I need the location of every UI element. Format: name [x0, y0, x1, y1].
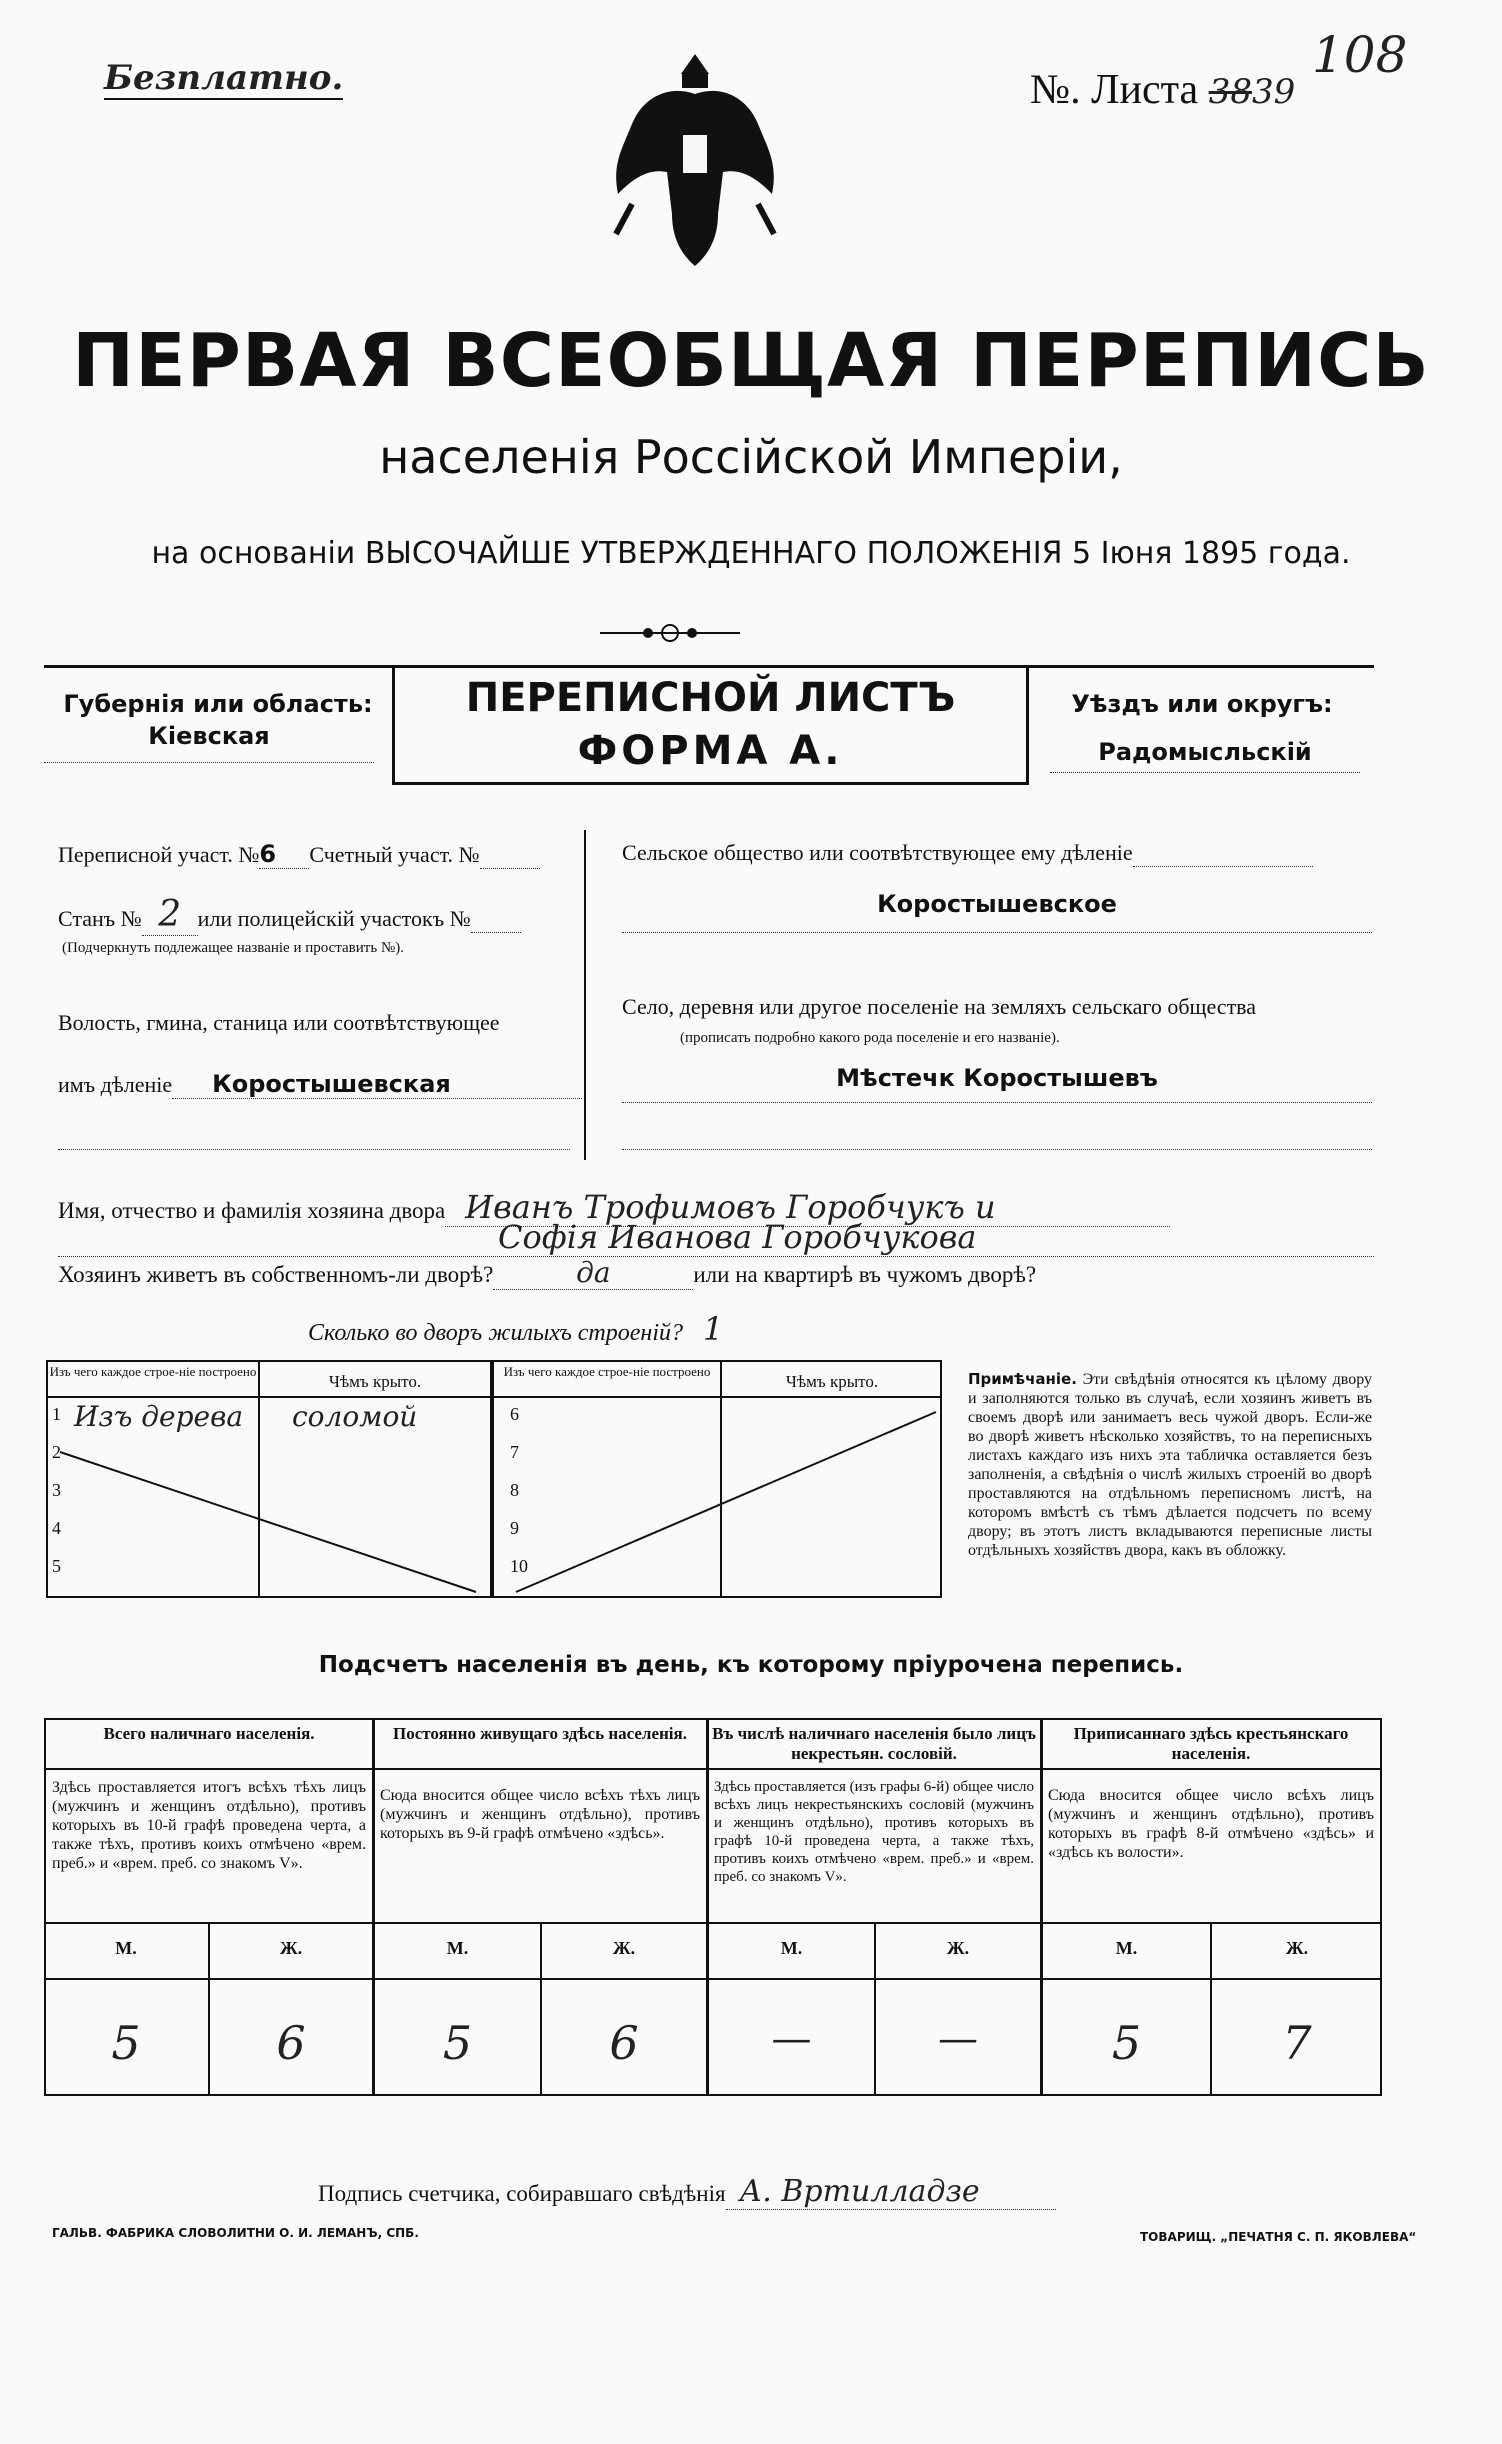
pop-col-3-f-label: Ж. — [946, 1938, 970, 1958]
pop-col-4-f-value: 7 — [1282, 2016, 1312, 2070]
volost-value: Коростышевская — [172, 1070, 582, 1099]
volost-extra-line — [58, 1130, 570, 1150]
pop-col-1-f-label: Ж. — [279, 1938, 303, 1958]
other-yard-label: или на квартирѣ въ чужомъ дворѣ? — [693, 1262, 1037, 1287]
pop-col-4-desc: Сюда вносится общее число всѣхъ лицъ (мужчинъ и женщинъ отдѣльно), противъ которыхъ въ графѣ 8-й отмѣчено «здѣсь» и «здѣсь къ волости». — [1048, 1787, 1374, 1861]
row-number: 5 — [52, 1556, 61, 1576]
buildings-row — [308, 1310, 723, 1348]
volost-row — [58, 1070, 582, 1099]
sheet-number-label: №. Листа — [1030, 67, 1199, 113]
strike-lines — [46, 1360, 942, 1598]
pop-col-2-m-label: М. — [446, 1938, 469, 1958]
buildings-value: 1 — [703, 1310, 724, 1348]
population-title: Подсчетъ населенія въ день, къ которому пріурочена перепись. — [318, 1652, 1184, 1678]
owner-name-value-2: Софія Иванова Горобчукова — [58, 1218, 1374, 1257]
district-value: Радомысльскій — [1050, 738, 1360, 773]
pop-mf-line — [44, 1978, 1382, 1980]
buildings-col-roof-left: Чѣмъ крыто. — [328, 1372, 422, 1391]
own-yard-label: Хозяинъ живетъ въ собственномъ-ли дворѣ? — [58, 1262, 494, 1287]
form-title: ПЕРЕПИСНОЙ ЛИСТЪ — [465, 675, 956, 721]
pop-col-3-head: Въ числѣ наличнаго населенія было лицъ некрестьян. сословій. — [712, 1724, 1036, 1763]
block-divider — [584, 830, 586, 1160]
pop-col-4-f-label: Ж. — [1285, 1938, 1309, 1958]
signature-label: Подпись счетчика, собиравшаго свѣдѣнія — [318, 2181, 726, 2206]
volost-label: Волость, гмина, станица или соотвѣтствующее — [58, 1010, 500, 1035]
pop-col-2-head: Постоянно живущаго здѣсь населенія. — [393, 1724, 687, 1743]
row-number: 9 — [510, 1518, 519, 1538]
society-row — [622, 840, 1313, 867]
pop-col-3-f-value: — — [938, 2016, 978, 2062]
row-number: 8 — [510, 1480, 519, 1500]
census-section-value: 6 — [259, 840, 309, 869]
pop-col-1-f-value: 6 — [276, 2016, 306, 2070]
pop-col-2-f-value: 6 — [609, 2016, 639, 2070]
buildings-col-material-left: Изъ чего каждое строе-ніе построено — [49, 1364, 257, 1379]
page-subtitle: населенія Россійской Имперіи, — [379, 430, 1123, 484]
police-label: или полицейскій участокъ № — [197, 906, 471, 931]
district-label: Уѣздъ или округъ: — [1071, 690, 1333, 718]
buildings-col-roof-right: Чѣмъ крыто. — [785, 1372, 879, 1391]
society-line — [1133, 840, 1313, 867]
row-number: 2 — [52, 1442, 61, 1462]
province-value: Кіевская — [44, 722, 374, 763]
pop-col-4-m-value: 5 — [1111, 2016, 1142, 2070]
yard-row — [58, 1256, 1036, 1290]
stan-row — [58, 894, 521, 936]
pop-col-3-m-label: М. — [780, 1938, 803, 1958]
signature-row — [318, 2174, 1056, 2210]
village-value: Мѣстечк Коростышевъ — [622, 1064, 1372, 1103]
row-number: 1 — [52, 1404, 61, 1424]
page-number-handwritten: 108 — [1312, 26, 1408, 84]
owner-name-value-1: Иванъ Трофимовъ Горобчукъ и — [445, 1188, 1170, 1227]
free-label: Безплатно. — [104, 58, 344, 98]
page-title: ПЕРВАЯ ВСЕОБЩАЯ ПЕРЕПИСЬ — [72, 318, 1430, 404]
census-section-row — [58, 840, 540, 869]
owner-name-label: Имя, отчество и фамилія хозяина двора — [58, 1198, 446, 1223]
sheet-number — [1030, 66, 1295, 114]
society-value: Коростышевское — [622, 890, 1372, 933]
printer-left: ГАЛЬВ. ФАБРИКА СЛОВОЛИТНИ О. И. ЛЕМАНЪ, СПБ. — [52, 2226, 419, 2240]
pop-col-1-desc: Здѣсь проставляется итогъ всѣхъ тѣхъ лицъ (мужчинъ и женщинъ отдѣльно), противъ которыхъ въ 10-й графѣ проведена черта, а также тѣхъ, противъ коихъ отмѣчено «врем. преб.» и «врем. преб. со знакомъ V». — [52, 1779, 366, 1872]
underline-note: (Подчеркнуть подлежащее названіе и проставить №). — [62, 940, 404, 956]
province-label: Губернія или область: — [63, 690, 373, 718]
double-headed-eagle-icon — [612, 54, 778, 274]
buildings-col-material-right: Изъ чего каждое строе-ніе построено — [503, 1364, 711, 1379]
pop-col-3-m-value: — — [771, 2016, 812, 2062]
row-material: Изъ дерева — [74, 1400, 244, 1433]
census-section-label: Переписной участ. № — [58, 842, 260, 867]
pop-col-1-m-value: 5 — [111, 2016, 141, 2070]
pop-head-line — [44, 1768, 1382, 1770]
pop-desc-line — [44, 1922, 1382, 1924]
remark — [968, 1370, 1372, 1560]
row-number: 4 — [52, 1518, 61, 1538]
signature-value: А. Вртилладзе — [726, 2174, 1056, 2210]
village-label: Село, деревня или другое поселеніе на земляхъ сельскаго общества — [622, 994, 1257, 1019]
pop-col-2-f-label: Ж. — [612, 1938, 636, 1958]
village-extra-line — [622, 1130, 1372, 1150]
sheet-number-value: 39 — [1251, 72, 1296, 112]
village-note: (прописать подробно какого рода поселеніе и его названіе). — [680, 1030, 1060, 1046]
form-subtitle: ФОРМА А. — [577, 728, 844, 774]
row-number: 6 — [510, 1404, 519, 1424]
row-number: 10 — [510, 1556, 528, 1576]
sheet-number-crossed: 38 — [1208, 72, 1252, 112]
header-band-bottom — [392, 782, 1029, 785]
printer-right: ТОВАРИЩ. „ПЕЧАТНЯ С. П. ЯКОВЛЕВА“ — [1140, 2230, 1417, 2244]
pop-col-1-m-label: М. — [115, 1938, 137, 1958]
ornament — [600, 620, 740, 646]
header-band-top — [44, 665, 1374, 668]
remark-title: Примѣчаніе. — [968, 1370, 1077, 1388]
own-yard-value: да — [493, 1256, 693, 1290]
count-section-label: Счетный участ. № — [309, 842, 480, 867]
row-number: 3 — [52, 1480, 61, 1500]
pop-col-4-head: Приписаннаго здѣсь крестьянскаго населенія. — [1073, 1724, 1349, 1763]
buildings-label: Сколько во дворъ жилыхъ строеній? — [308, 1320, 683, 1346]
pop-col-1-head: Всего наличнаго населенія. — [103, 1724, 315, 1743]
society-label: Сельское общество или соотвѣтствующее ему дѣленіе — [622, 840, 1133, 865]
row-roof: соломой — [292, 1400, 418, 1433]
police-value — [471, 906, 521, 933]
row-number: 7 — [510, 1442, 519, 1462]
pop-col-3-desc: Здѣсь проставляется (изъ графы 6-й) общее число всѣхъ лицъ некрестьянскихъ сословій (мужчинъ и женщинъ отдѣльно), противъ которыхъ въ графѣ 10-й проведена черта, а также тѣхъ, противъ коихъ отмѣчено «врем. преб.» и «врем. преб. со знакомъ V». — [714, 1779, 1034, 1885]
volost-label-2: имъ дѣленіе — [58, 1072, 173, 1097]
basis-line: на основаніи ВЫСОЧАЙШЕ УТВЕРЖДЕННАГО ПОЛОЖЕНІЯ 5 Іюня 1895 года. — [151, 536, 1351, 571]
remark-text: Эти свѣдѣнія относятся къ цѣлому двору и заполняются только въ случаѣ, если хозяинъ живетъ въ своемъ дворѣ или занимаетъ весь чужой дворъ. Если-же во дворѣ живетъ нѣсколько хозяйствъ, то на переписныхъ листахъ каждаго изъ нихъ эта табличка оставляется безъ заполненія, а свѣдѣнія о числѣ жилыхъ строеній во дворѣ проставляются на отдѣльномъ переписномъ листѣ, на которомъ вмѣстѣ съ тѣмъ дѣлается подсчетъ по всему двору; въ этотъ листъ вкладываются переписные листы отдѣльныхъ хозяйствъ двора, какъ въ обложку. — [968, 1371, 1373, 1559]
stan-label: Станъ № — [58, 906, 142, 931]
stan-value: 2 — [142, 894, 198, 936]
pop-col-4-m-label: М. — [1115, 1938, 1138, 1958]
count-section-value — [480, 842, 540, 869]
pop-col-2-m-value: 5 — [442, 2016, 473, 2070]
pop-col-2-desc: Сюда вносится общее число всѣхъ тѣхъ лицъ (мужчинъ и женщинъ отдѣльно), противъ которыхъ въ 9-й графѣ отмѣчено «здѣсь». — [380, 1787, 700, 1842]
header-band-divider-right — [1026, 665, 1029, 785]
